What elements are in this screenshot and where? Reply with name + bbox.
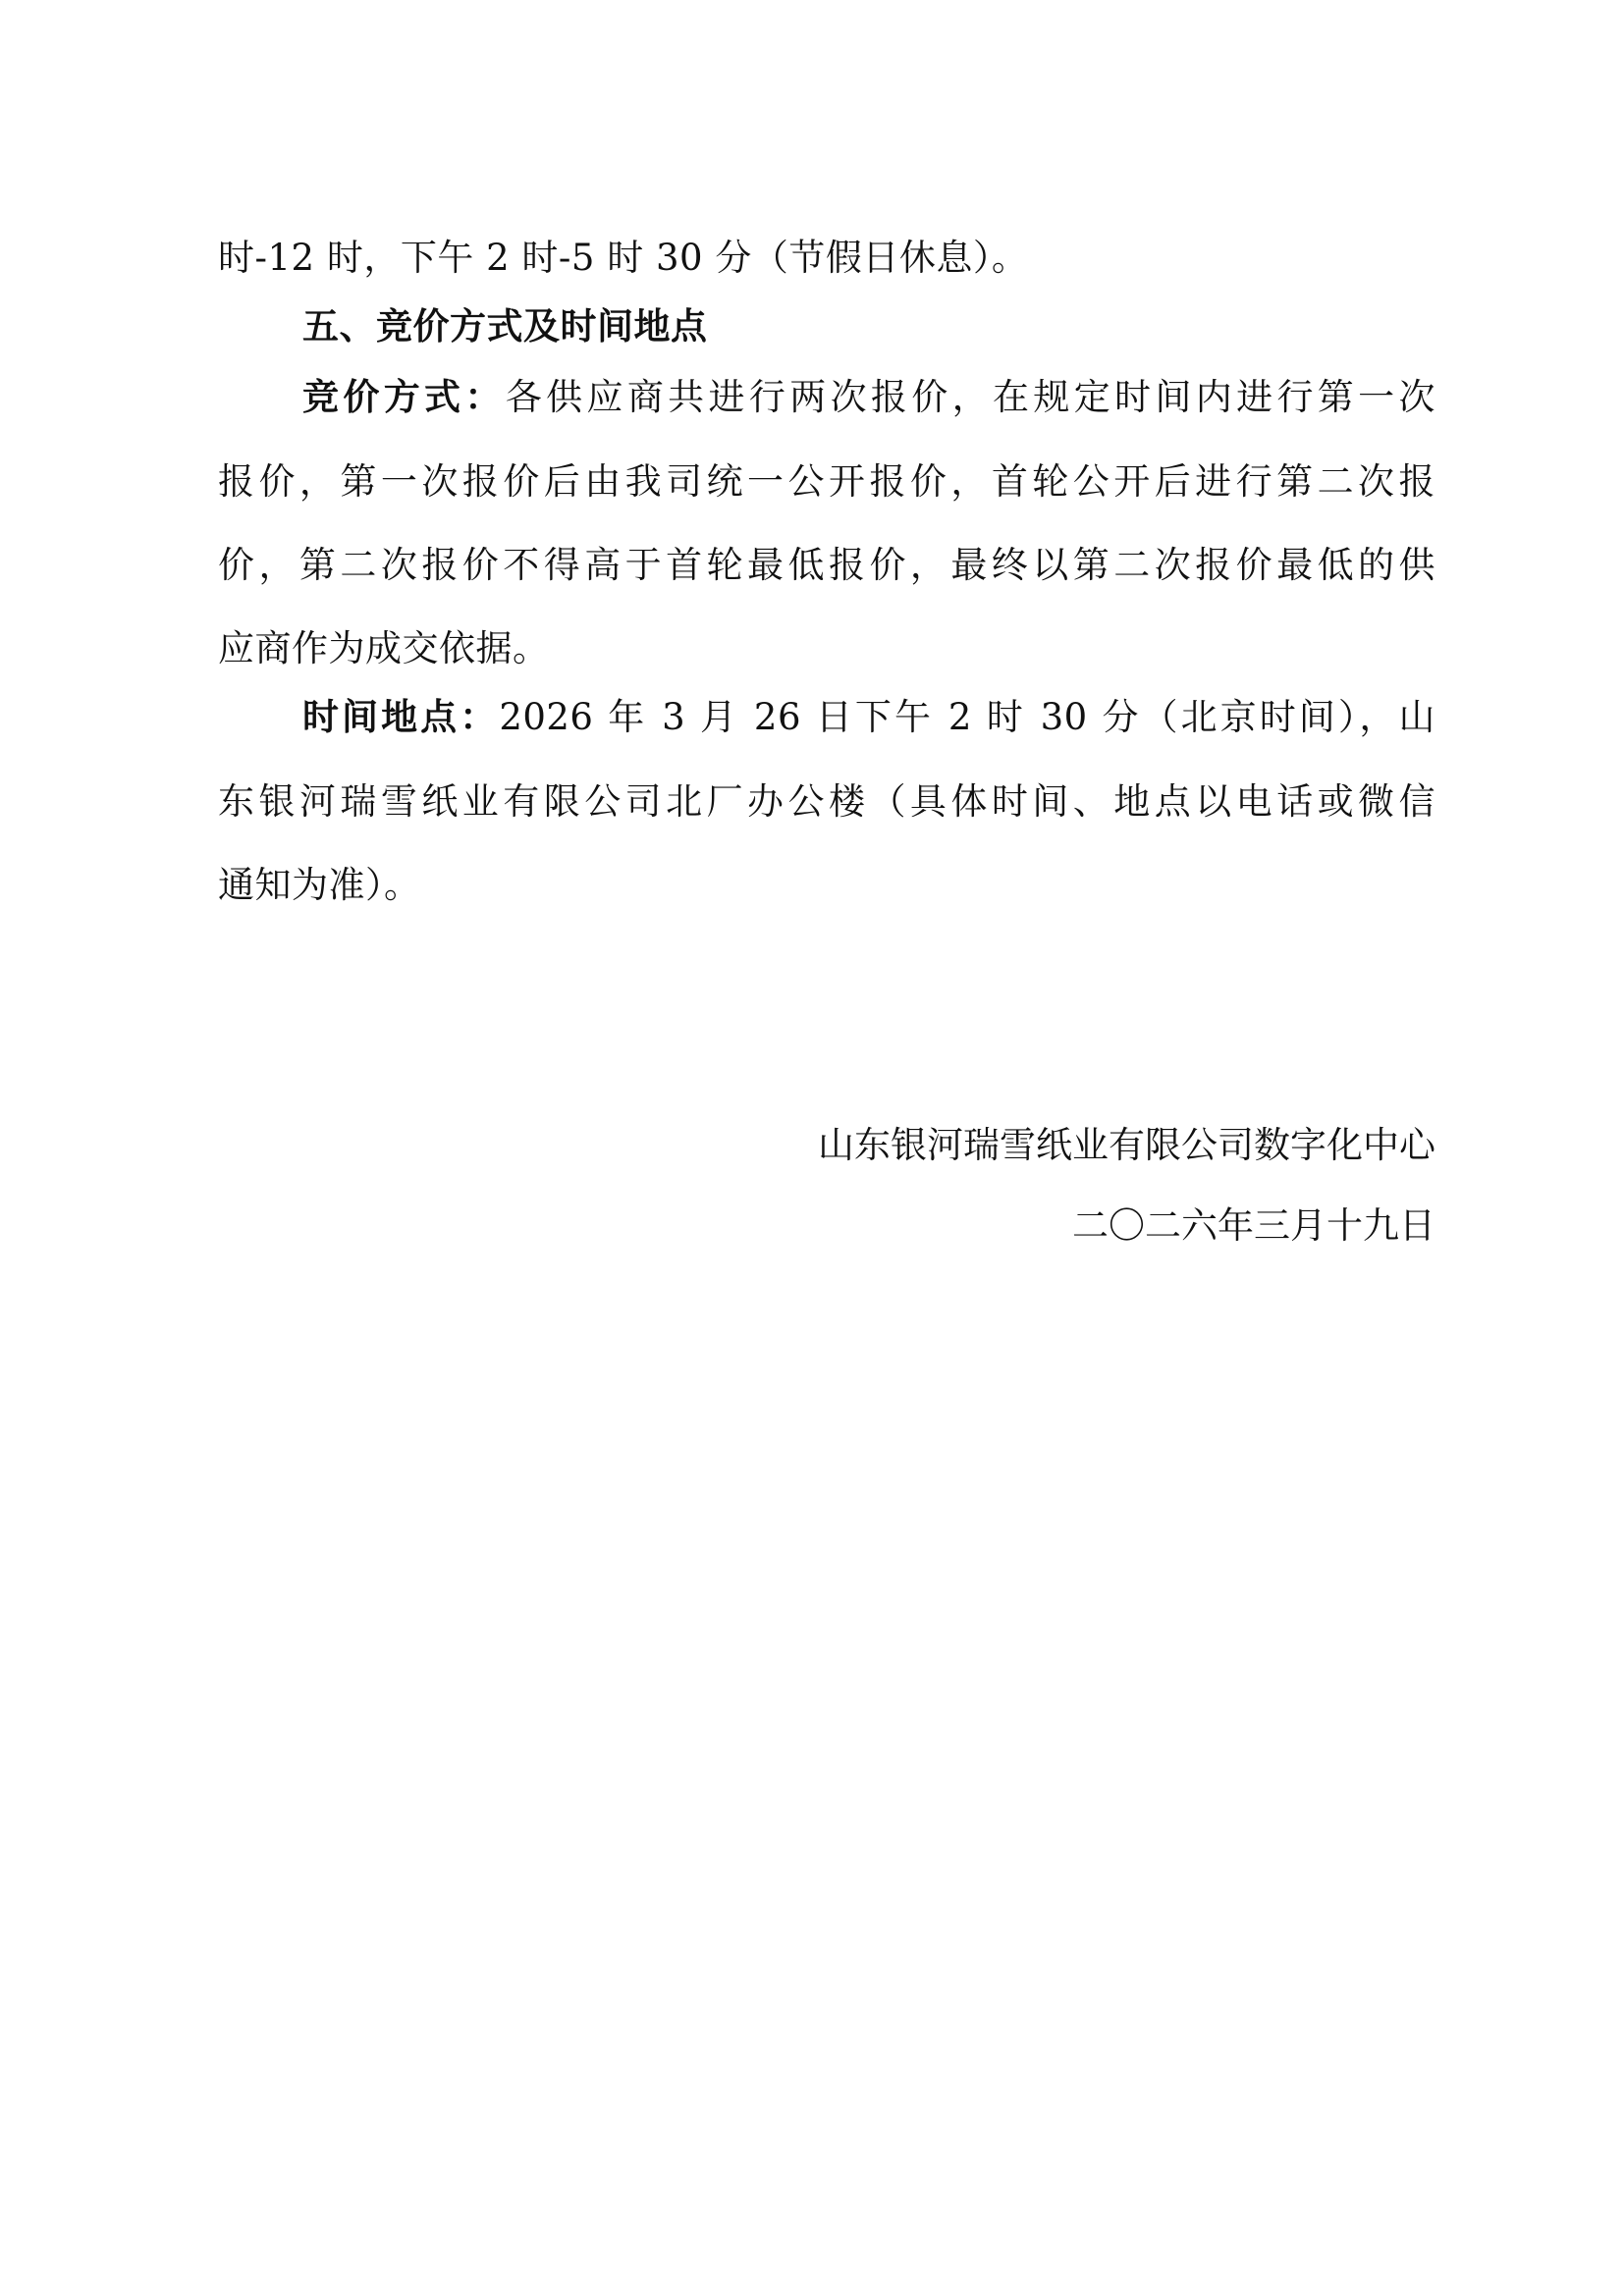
- time-location-first-line: [302, 693, 1435, 742]
- signature-date: 二〇二六年三月十九日: [1072, 1204, 1435, 1247]
- time-location-line-2: 东银河瑞雪纸业有限公司北厂办公楼（具体时间、地点以电话或微信: [218, 780, 1435, 823]
- bidding-method-first-line: [302, 373, 1435, 422]
- bidding-method-text: 各供应商共进行两次报价，在规定时间内进行第一次: [505, 376, 1436, 418]
- bidding-method-line-3: 价，第二次报价不得高于首轮最低报价，最终以第二次报价最低的供: [218, 544, 1435, 586]
- time-location-text: 2026 年 3 月 26 日下午 2 时 30 分（北京时间），山: [499, 696, 1435, 738]
- paragraph-line: 时-12 时，下午 2 时-5 时 30 分（节假日休息）。: [218, 237, 1029, 279]
- signature-organization: 山东银河瑞雪纸业有限公司数字化中心: [818, 1124, 1435, 1166]
- bidding-method-line-2: 报价，第一次报价后由我司统一公开报价，首轮公开后进行第二次报: [218, 460, 1435, 503]
- bidding-method-label: 竞价方式：: [302, 376, 506, 418]
- bidding-method-line-4: 应商作为成交依据。: [218, 627, 550, 669]
- time-location-label: 时间地点：: [302, 696, 500, 738]
- section-heading: 五、竞价方式及时间地点: [302, 305, 708, 347]
- time-location-line-3: 通知为准）。: [218, 864, 421, 906]
